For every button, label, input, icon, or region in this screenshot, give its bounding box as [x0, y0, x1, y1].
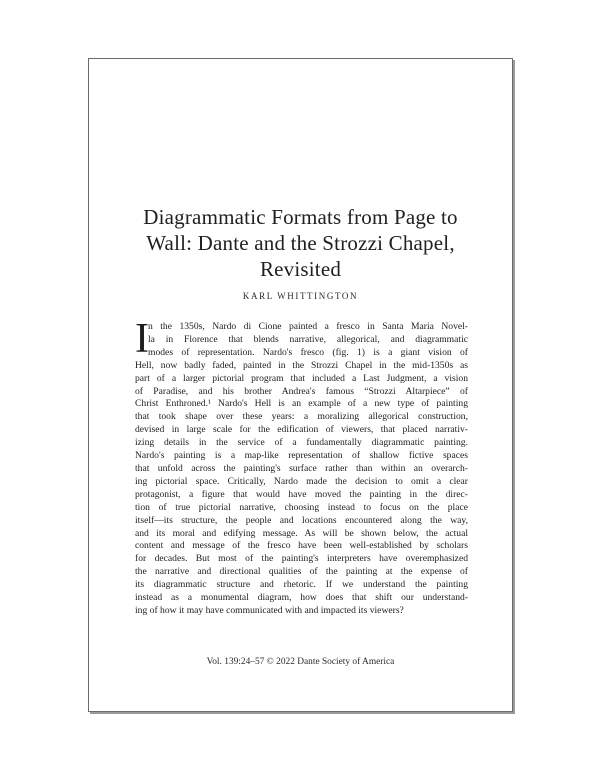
body-line: n the 1350s, Nardo di Cione painted a fresco in Santa Maria Novel- [148, 321, 468, 332]
body-line: Christ Enthroned.¹ Nardo's Hell is an example of a new type of painting [135, 398, 468, 410]
body-line: part of a larger pictorial program that included a Last Judgment, a vision [135, 372, 468, 384]
body-line: of Paradise, and his brother Andrea's famous “Strozzi Altarpiece” of [135, 385, 468, 397]
body-line: izing details in the service of a fundamentally diagrammatic painting. [135, 437, 468, 449]
body-line: protagonist, a figure that would have moved the painting in the direc- [135, 488, 468, 500]
body-line: content and message of the fresco have been well-established by scholars [135, 540, 468, 552]
body-line: its diagrammatic structure and rhetoric. If we understand the painting [135, 579, 468, 591]
body-line: Hell, now badly faded, painted in the Strozzi Chapel in the mid-1350s as [135, 359, 468, 371]
body-line: and its moral and edifying message. As will be shown below, the actual [135, 527, 468, 539]
body-line: the narrative and directional qualities of the painting at the expense of [135, 566, 468, 578]
body-line: for decades. But most of the painting's interpreters have overemphasized [135, 553, 468, 565]
title-line: Diagrammatic Formats from Page to [143, 205, 458, 229]
body-line: Nardo's painting is a map-like representation of shallow fictive spaces [135, 450, 468, 462]
body-line: that unfold across the painting's surface rather than within an overarch- [135, 462, 468, 474]
body-line: ing pictorial space. Critically, Nardo made the decision to omit a clear [135, 475, 468, 487]
author-name: KARL WHITTINGTON [242, 291, 359, 301]
article-title [89, 204, 512, 282]
body-line: that took shape over these years: a moralizing allegorical construction, [135, 411, 468, 423]
title-line: Wall: Dante and the Strozzi Chapel, [146, 231, 455, 255]
body-line: devised in large scale for the edification of viewers, that placed narrativ- [135, 424, 468, 436]
body-line: itself—its structure, the people and locations encountered along the way, [135, 514, 468, 526]
journal-footer: Vol. 139:24–57 © 2022 Dante Society of America [206, 657, 395, 667]
drop-cap: I [135, 316, 149, 362]
article-body [135, 316, 468, 618]
title-line: Revisited [259, 257, 342, 281]
body-line: ing of how it may have communicated with and impacted its viewers? [135, 604, 404, 616]
body-line: modes of representation. Nardo's fresco (fig. 1) is a giant vision of [148, 346, 468, 358]
body-line: la in Florence that blends narrative, allegorical, and diagrammatic [148, 333, 468, 345]
body-line: instead as a monumental diagram, how does that shift our understand- [135, 592, 468, 604]
journal-page [88, 58, 513, 712]
body-line: tion of true pictorial narrative, choosing instead to focus on the place [135, 501, 468, 513]
